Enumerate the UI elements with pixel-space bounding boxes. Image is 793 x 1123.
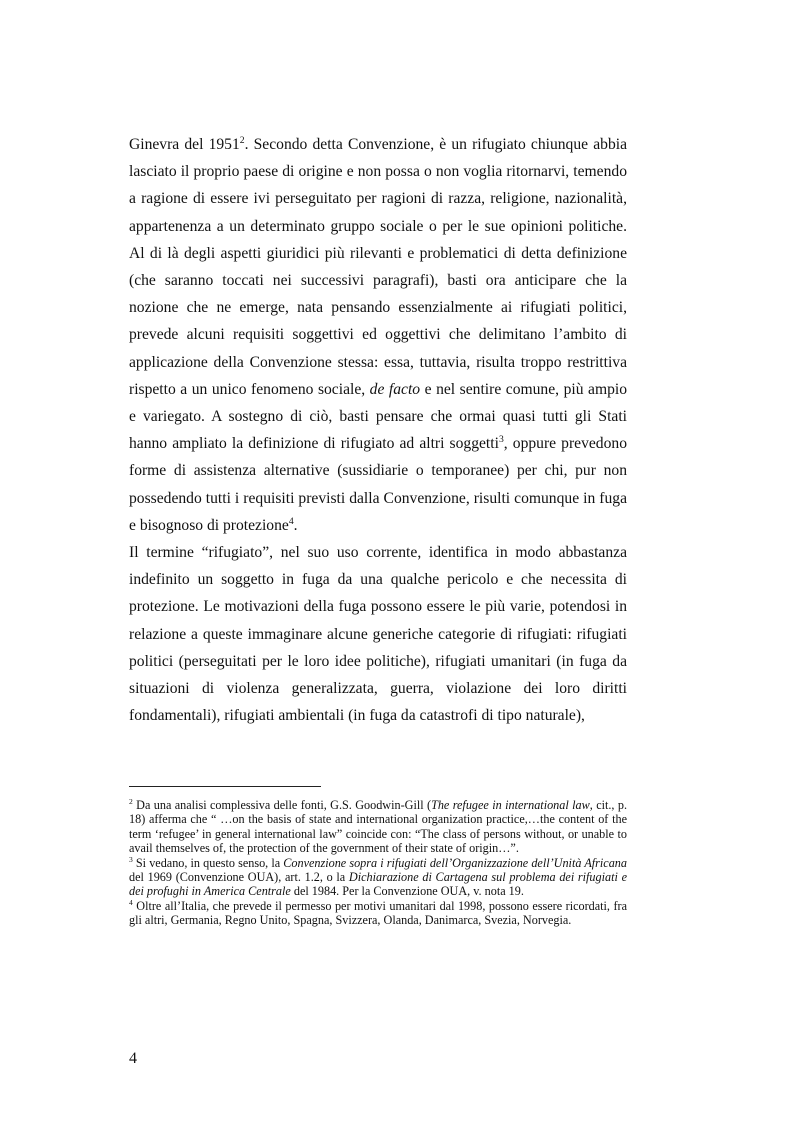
footnote-ref-2: 2	[239, 134, 245, 146]
paragraph-1	[129, 131, 627, 539]
body-text	[129, 131, 627, 729]
footnote-2	[129, 798, 627, 856]
page-number: 4	[129, 1050, 137, 1067]
footnote-4	[129, 899, 627, 928]
footnote-number: 3	[129, 854, 133, 864]
paragraph-text: e nel sentire comune, più ampio e variegato. A sostegno di ciò, basti pensare che ormai quasi tutti gli Stati hanno ampliato la definizione di rifugiato ad altri soggetti	[129, 380, 628, 453]
footnote-text: del 1984. Per la Convenzione OUA, v. nota 19.	[290, 884, 524, 899]
footnote-number: 2	[129, 796, 133, 806]
italic-text: de facto	[369, 380, 421, 398]
footnote-text: , cit., p. 18) afferma che “ …on the basis of state and international organization practice,…the content of the term ‘refugee’ in general international law” coincide con: “The class of persons without, or unable to avail themselves of, the protection of the government of their state of origin…”.	[129, 798, 628, 856]
footnote-separator	[129, 786, 321, 787]
footnote-ref-4: 4	[288, 515, 294, 527]
italic-text: Dichiarazione di Cartagena sul problema dei rifugiati e dei profughi in America Centrale	[129, 870, 627, 899]
footnote-text: Si vedano, in questo senso, la	[132, 855, 284, 870]
paragraph-text: , oppure prevedono forme di assistenza alternative (sussidiarie o temporanee) per chi, pur non possedendo tutti i requisiti previsti dalla Convenzione, risulti comunque in fuga e bisognoso di protezione	[129, 435, 627, 534]
italic-text: Convenzione sopra i rifugiati dell’Organizzazione dell’Unità Africana	[283, 855, 627, 870]
footnote-text: Oltre all’Italia, che prevede il permesso per motivi umanitari dal 1998, possono essere ricordati, fra gli altri, Germania, Regno Unito, Spagna, Svizzera, Olanda, Danimarca, Svezia, Norvegia.	[129, 898, 627, 928]
paragraph-2: Il termine “rifugiato”, nel suo uso corrente, identifica in modo abbastanza indefinito un soggetto in fuga da una qualche pericolo e che necessita di protezione. Le motivazioni della fuga possono essere le più varie, potendosi in relazione a queste immaginare alcune generiche categorie di rifugiati: rifugiati politici (perseguitati per le loro idee politiche), rifugiati umanitari (in fuga da situazioni di violenza generalizzata, guerra, violazione dei loro diritti fondamentali), rifugiati ambientali (in fuga da catastrofi di tipo naturale),	[129, 544, 627, 725]
paragraph-text: . Secondo detta Convenzione, è un rifugiato chiunque abbia lasciato il proprio paese di origine e non possa o non voglia ritornarvi, temendo a ragione di essere ivi perseguitato per ragioni di razza, religione, nazionalità, appartenenza a un determinato gruppo sociale o per le sue opinioni politiche. Al di là degli aspetti giuridici più rilevanti e problematici di detta definizione (che saranno toccati nei successivi paragrafi), basti ora anticipare che la nozione che ne emerge, nata pensando essenzialmente ai rifugiati politici, prevede alcuni requisiti soggettivi ed oggettivi che delimitano l’ambito di applicazione della Convenzione stessa: essa, tuttavia, risulta troppo restrittiva rispetto a un unico fenomeno sociale,	[129, 136, 627, 398]
footnote-ref-3: 3	[498, 434, 504, 446]
footnote-3	[129, 856, 627, 899]
footnote-text: del 1969 (Convenzione OUA), art. 1.2, o la	[129, 870, 349, 885]
footnote-number: 4	[129, 897, 133, 907]
italic-text: The refugee in international law	[431, 798, 590, 812]
paragraph-text: .	[293, 516, 298, 534]
footnotes	[129, 798, 627, 928]
footnote-text: Da una analisi complessiva delle fonti, G.S. Goodwin-Gill (	[132, 798, 432, 812]
paragraph-text: Ginevra del 1951	[129, 136, 240, 153]
